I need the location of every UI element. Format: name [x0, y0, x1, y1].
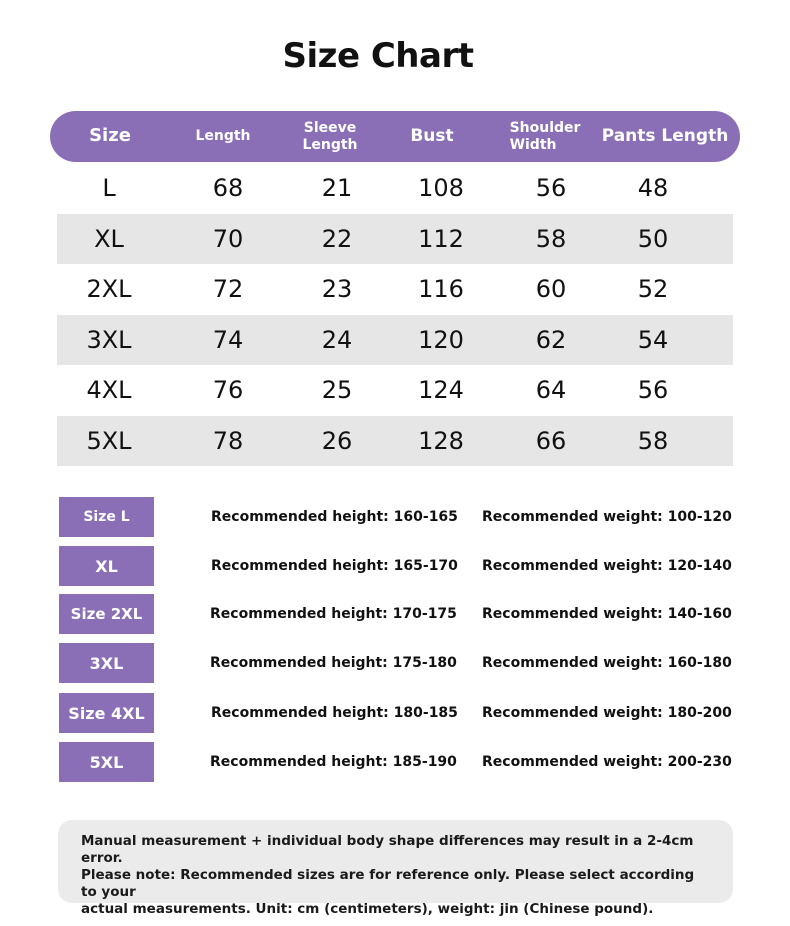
size-badge: Size 4XL [59, 693, 154, 733]
cell-sleeve-length: 24 [321, 325, 353, 354]
recommended-weight: Recommended weight: 180-200 [482, 705, 732, 721]
cell-length: 72 [212, 275, 244, 304]
header-sleeve-length-line1: Sleeve [303, 120, 357, 137]
note-line: Manual measurement + individual body shape differences may result in a 2-4cm error. [81, 833, 694, 866]
cell-bust: 116 [418, 275, 464, 304]
cell-size: 4XL [86, 376, 132, 405]
size-table-body [57, 163, 733, 466]
header-shoulder-width-line1: Shoulder [509, 120, 581, 137]
cell-size: 3XL [86, 325, 132, 354]
cell-pants-length: 52 [637, 275, 669, 304]
header-shoulder-width-line2: Width [509, 136, 557, 153]
table-row [57, 315, 733, 366]
header-bust-label: Bust [410, 125, 454, 146]
cell-length: 70 [212, 224, 244, 253]
recommended-weight: Recommended weight: 140-160 [482, 606, 732, 622]
cell-shoulder-width: 60 [535, 275, 567, 304]
cell-size: L [102, 174, 116, 203]
cell-bust: 120 [418, 325, 464, 354]
page-title: Size Chart [282, 36, 474, 76]
recommended-height: Recommended height: 170-175 [210, 606, 457, 622]
cell-length: 76 [212, 376, 244, 405]
cell-bust: 112 [418, 224, 464, 253]
note-line: actual measurements. Unit: cm (centimeters), weight: jin (Chinese pound). [81, 901, 654, 917]
cell-sleeve-length: 23 [321, 275, 353, 304]
cell-length: 78 [212, 426, 244, 455]
table-row [57, 214, 733, 265]
size-badge: 3XL [59, 643, 154, 683]
cell-bust: 108 [418, 174, 464, 203]
recommended-height: Recommended height: 160-165 [211, 509, 458, 525]
recommended-height: Recommended height: 165-170 [211, 558, 458, 574]
cell-pants-length: 54 [637, 325, 669, 354]
table-row [57, 163, 733, 214]
table-row [57, 416, 733, 467]
recommended-height: Recommended height: 180-185 [211, 705, 458, 721]
cell-size: 5XL [86, 426, 132, 455]
cell-size: 2XL [86, 275, 132, 304]
cell-size: XL [94, 224, 124, 253]
cell-sleeve-length: 26 [321, 426, 353, 455]
cell-shoulder-width: 64 [535, 376, 567, 405]
recommended-height: Recommended height: 175-180 [210, 655, 457, 671]
note-line: Please note: Recommended sizes are for reference only. Please select according to your [81, 867, 695, 900]
measurement-note [58, 820, 733, 917]
recommended-weight: Recommended weight: 200-230 [482, 754, 732, 770]
header-size-label: Size [89, 125, 131, 147]
recommended-height: Recommended height: 185-190 [210, 754, 457, 770]
size-badge: XL [59, 546, 154, 586]
cell-sleeve-length: 25 [321, 376, 353, 405]
header-pants-length [602, 111, 729, 162]
cell-shoulder-width: 56 [535, 174, 567, 203]
size-badge: Size L [59, 497, 154, 537]
header-shoulder-width [510, 111, 581, 162]
recommended-weight: Recommended weight: 160-180 [482, 655, 732, 671]
recommendation-row [0, 546, 790, 586]
cell-bust: 124 [418, 376, 464, 405]
recommended-weight: Recommended weight: 100-120 [482, 509, 732, 525]
recommendation-row [0, 693, 790, 733]
cell-shoulder-width: 66 [535, 426, 567, 455]
cell-shoulder-width: 58 [535, 224, 567, 253]
cell-pants-length: 50 [637, 224, 669, 253]
header-length [195, 111, 250, 162]
cell-pants-length: 58 [637, 426, 669, 455]
header-length-label: Length [195, 128, 251, 145]
recommendation-row [0, 594, 790, 634]
table-row [57, 264, 733, 315]
size-badge: 5XL [59, 742, 154, 782]
table-row [57, 365, 733, 416]
recommendation-row [0, 497, 790, 537]
header-sleeve-length-line2: Length [302, 136, 358, 153]
cell-bust: 128 [418, 426, 464, 455]
table-header [50, 111, 740, 162]
cell-sleeve-length: 21 [321, 174, 353, 203]
cell-length: 74 [212, 325, 244, 354]
recommended-weight: Recommended weight: 120-140 [482, 558, 732, 574]
cell-pants-length: 56 [637, 376, 669, 405]
header-pants-length-label: Pants Length [601, 125, 729, 146]
cell-pants-length: 48 [637, 174, 669, 203]
cell-length: 68 [212, 174, 244, 203]
header-size [89, 111, 131, 162]
recommendation-row [0, 742, 790, 782]
size-badge: Size 2XL [59, 594, 154, 634]
cell-shoulder-width: 62 [535, 325, 567, 354]
header-bust [410, 111, 453, 162]
header-sleeve-length [302, 111, 357, 162]
cell-sleeve-length: 22 [321, 224, 353, 253]
recommendation-row [0, 643, 790, 683]
